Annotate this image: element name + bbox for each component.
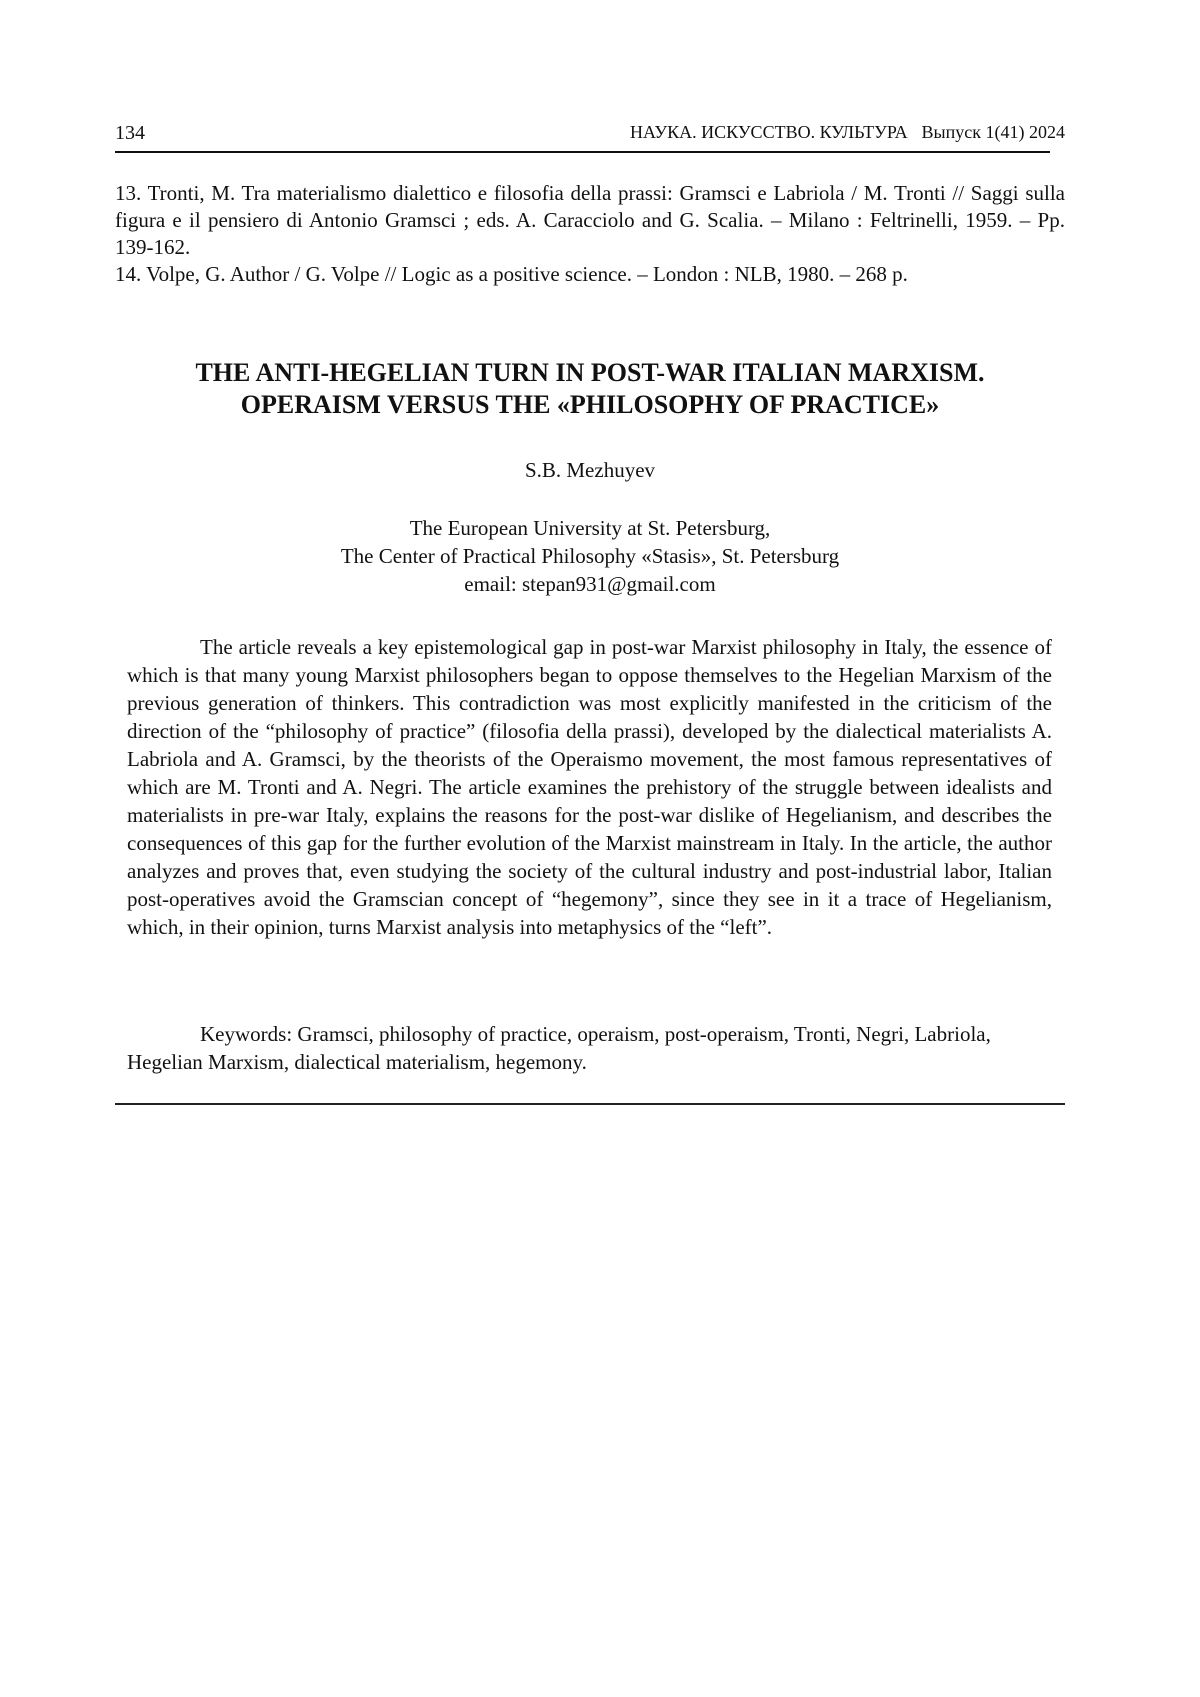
- section-divider: [115, 1103, 1065, 1105]
- affiliation-line: The European University at St. Petersburg,: [409, 516, 771, 540]
- reference-item: 14. Volpe, G. Author / G. Volpe // Logic as a positive science. – London : NLB, 1980. – 268 p.: [115, 262, 908, 286]
- issue-label: Выпуск 1(41) 2024: [921, 122, 1065, 142]
- author-affiliation: [115, 514, 1065, 598]
- article-title-line: THE ANTI-HEGELIAN TURN IN POST-WAR ITALIAN MARXISM.: [195, 358, 985, 387]
- keywords-paragraph: Keywords: Gramsci, philosophy of practice, operaism, post-operaism, Tronti, Negri, Labriola, Hegelian Marxism, dialectical materialism, hegemony.: [127, 1022, 991, 1074]
- running-header: [115, 118, 1065, 152]
- affiliation-line: The Center of Practical Philosophy «Stasis», St. Petersburg: [340, 544, 840, 568]
- reference-item: 13. Tronti, M. Tra materialismo dialettico e filosofia della prassi: Gramsci e Labriola / M. Tronti // Saggi sulla figura e il pensiero di Antonio Gramsci ; eds. A. Caracciolo and G. Scalia. – Milano : Feltrinelli, 1959. – Pp. 139-162.: [115, 181, 1065, 259]
- page-number: 134: [115, 122, 145, 144]
- journal-title: НАУКА. ИСКУССТВО. КУЛЬТУРА: [630, 122, 908, 142]
- reference-list: [115, 180, 1065, 288]
- author-name: S.B. Mezhuyev: [524, 458, 656, 482]
- article-title-line: OPERAISM VERSUS THE «PHILOSOPHY OF PRACTICE»: [240, 390, 940, 419]
- article-title: [115, 357, 1065, 421]
- abstract-paragraph: The article reveals a key epistemological gap in post-war Marxist philosophy in Italy, the essence of which is that many young Marxist philosophers began to oppose themselves to the Hegelian Marxism of the previous generation of thinkers. This contradiction was most explicitly manifested in the criticism of the direction of the “philosophy of practice” (filosofia della prassi), developed by the dialectical materialists A. Labriola and A. Gramsci, by the theorists of the Operaismo movement, the most famous representatives of which are M. Tronti and A. Negri. The article examines the prehistory of the struggle between idealists and materialists in pre-war Italy, explains the reasons for the post-war dislike of Hegelianism, and describes the consequences of this gap for the further evolution of the Marxist mainstream in Italy. In the article, the author analyzes and proves that, even studying the society of the cultural industry and post-industrial labor, Italian post-operatives avoid the Gramscian concept of “hegemony”, since they see in it a trace of Hegelianism, which, in their opinion, turns Marxist analysis into metaphysics of the “left”.: [127, 635, 1052, 939]
- header-divider: [115, 151, 1050, 153]
- author-email: email: stepan931@gmail.com: [464, 572, 716, 596]
